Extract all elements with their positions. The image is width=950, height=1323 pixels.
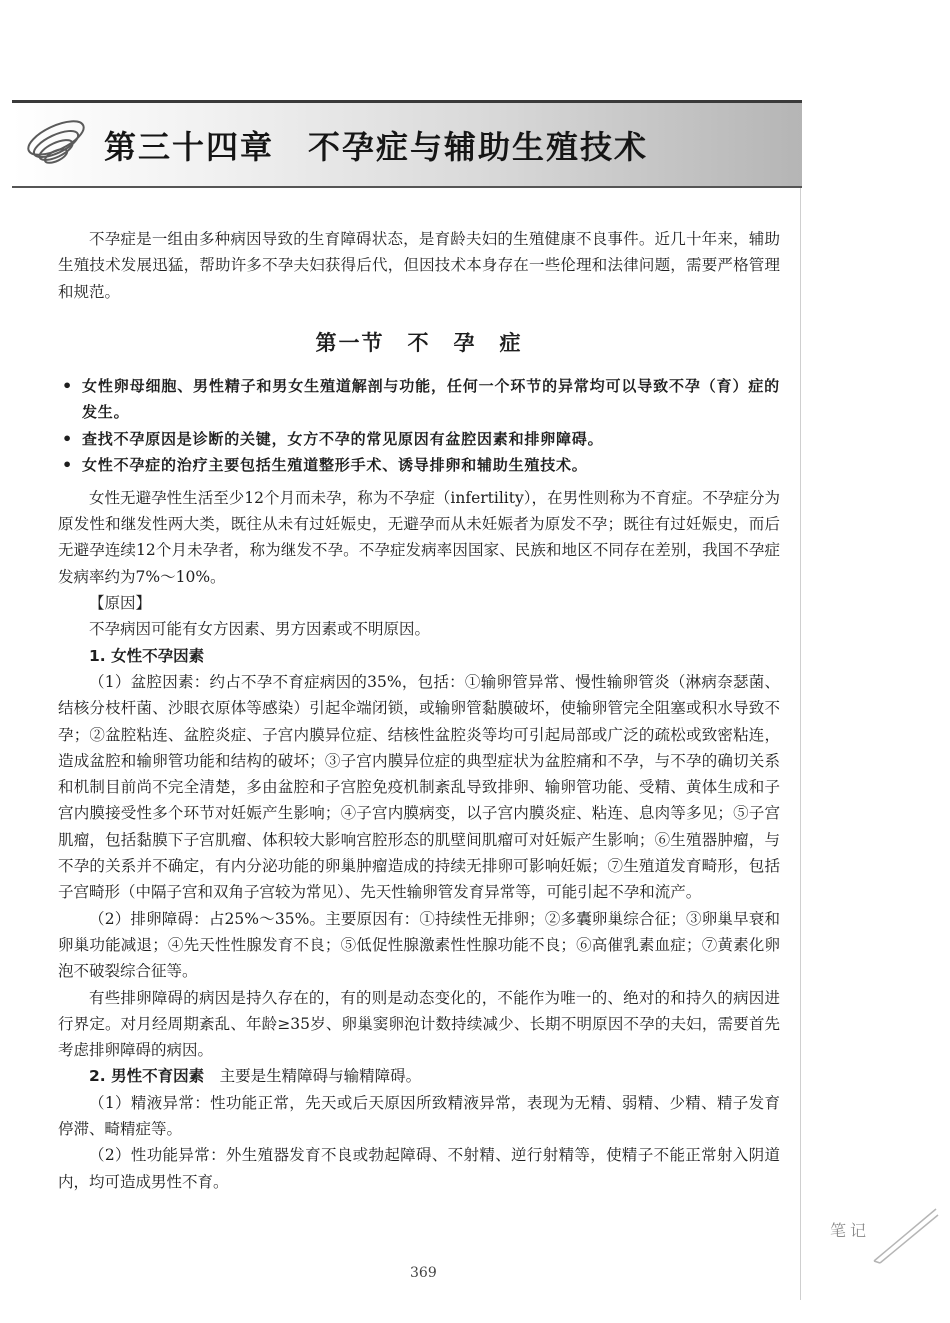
page-edge-line [800,100,801,1300]
female-factors-heading [58,643,780,669]
header-bottom-rule [12,186,802,188]
spiral-logo-icon [20,108,92,180]
key-point: • 查找不孕原因是诊断的关键，女方不孕的常见原因有盆腔因素和排卵障碍。 [58,426,780,453]
page-number: 369 [410,1265,437,1281]
male-factors-heading [58,1063,780,1089]
key-points-list [58,373,780,479]
ovulation-disorder-paragraph: （2）排卵障碍：占25%～35%。主要原因有：①持续性无排卵；②多囊卵巢综合征；③卵巢早衰和卵巢功能减退；④先天性性腺发育不良；⑤低促性腺激素性性腺功能不良；⑥高催乳素血症；⑦黄素化卵泡不破裂综合征等。 [58,909,780,981]
cause-intro: 不孕病因可能有女方因素、男方因素或不明原因。 [89,620,431,639]
key-point: • 女性不孕症的治疗主要包括生殖道整形手术、诱导排卵和辅助生殖技术。 [58,452,780,479]
section-title: 第一节 不 孕 症 [315,330,523,355]
notes-label: 笔记 [830,1221,871,1240]
chapter-title: 第三十四章 不孕症与辅助生殖技术 [104,128,649,166]
sexual-dysfunction-paragraph: （2）性功能异常：外生殖器发育不良或勃起障碍、不射精、逆行射精等，使精子不能正常射入阴道内，均可造成男性不育。 [58,1146,780,1191]
pelvic-factors-paragraph: （1）盆腔因素：约占不孕不育症病因的35%，包括：①输卵管异常、慢性输卵管炎（淋病奈瑟菌、结核分枝杆菌、沙眼衣原体等感染）引起伞端闭锁，或输卵管黏膜破坏，使输卵管完全阻塞或积水导致不孕；②盆腔粘连、盆腔炎症、子宫内膜异位症、结核性盆腔炎等均可引起局部或广泛的疏松或致密粘连，造成盆腔和输卵管功能和结构的破坏；③子宫内膜异位症的典型症状为盆腔痛和不孕，与不孕的确切关系和机制目前尚不完全清楚，多由盆腔和子宫腔免疫机制紊乱导致排卵、输卵管功能、受精、黄体生成和子宫内膜接受性多个环节对妊娠产生影响；④子宫内膜病变，以子宫内膜炎症、粘连、息肉等多见；⑤子宫肌瘤，包括黏膜下子宫肌瘤、体积较大影响宫腔形态的肌壁间肌瘤可对妊娠产生影响；⑥生殖器肿瘤，与不孕的关系并不确定，有内分泌功能的卵巢肿瘤造成的持续无排卵可影响妊娠；⑦生殖道发育畸形，包括子宫畸形（中隔子宫和双角子宫较为常见）、先天性输卵管发育异常等，可能引起不孕和流产。 [58,672,780,902]
female-heading-text: 1. 女性不孕因素 [89,646,205,665]
pencil-icon [870,1205,940,1265]
intro-paragraph: 不孕症是一组由多种病因导致的生育障碍状态，是育龄夫妇的生殖健康不良事件。近几十年来，辅助生殖技术发展迅猛，帮助许多不孕夫妇获得后代，但因技术本身存在一些伦理和法律问题，需要严格管理和规范。 [58,230,780,301]
definition-paragraph: 女性无避孕性生活至少12个月而未孕，称为不孕症（infertility），在男性则称为不育症。不孕症分为原发性和继发性两大类，既往从未有过妊娠史，无避孕而从未妊娠者为原发不孕；既往有过妊娠史，而后无避孕连续12个月未孕者，称为继发不孕。不孕症发病率因国家、民族和地区不同存在差别，我国不孕症发病率约为7%～10%。 [58,488,780,586]
main-content [58,226,780,1195]
male-heading-desc: 主要是生精障碍与输精障碍。 [204,1067,422,1086]
ovulation-note-paragraph: 有些排卵障碍的病因是持久存在的，有的则是动态变化的，不能作为唯一的、绝对的和持久的病因进行界定。对月经周期紊乱、年龄≥35岁、卵巢窦卵泡计数持续减少、长期不明原因不孕的夫妇，需要首先考虑排卵障碍的病因。 [58,988,780,1060]
male-heading-text: 2. 男性不育因素 [89,1067,205,1086]
header-top-rule [12,100,802,103]
chapter-header-band [12,100,802,188]
semen-abnormality-paragraph: （1）精液异常：性功能正常，先天或后天原因所致精液异常，表现为无精、弱精、少精、精子发育停滞、畸精症等。 [58,1093,780,1139]
cause-heading: 【原因】 [89,594,152,613]
key-point: • 女性卵母细胞、男性精子和男女生殖道解剖与功能，任何一个环节的异常均可以导致不孕（育）症的发生。 [58,373,780,426]
